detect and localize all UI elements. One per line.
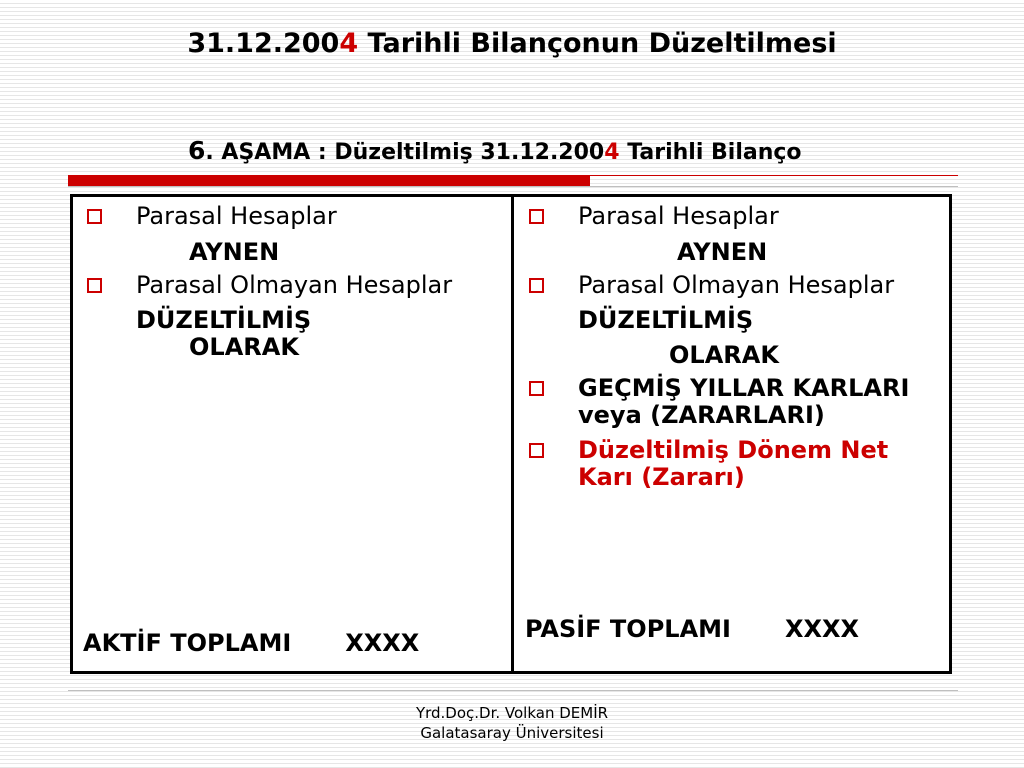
item-label: Parasal Hesaplar [136, 202, 337, 230]
item-sub-label: OLARAK [189, 333, 299, 361]
item-sub-label: AYNEN [677, 238, 768, 266]
list-item-sub [83, 307, 501, 334]
item-label: Parasal Hesaplar [578, 202, 779, 230]
slide-footer [0, 703, 1024, 743]
list-item [525, 272, 945, 299]
assets-column [83, 201, 501, 361]
title-suffix: Tarihli Bilançonun Düzeltilmesi [358, 28, 837, 59]
assets-total-value: XXXX [345, 629, 420, 657]
balance-sheet-table [70, 194, 952, 674]
square-bullet-icon [529, 381, 544, 396]
list-item-sub [83, 239, 501, 266]
assets-total-label: AKTİF TOPLAMI [83, 629, 292, 657]
footer-institution: Galatasaray Üniversitesi [420, 724, 604, 742]
subtitle-highlight: 4 [604, 140, 620, 165]
list-item [525, 375, 945, 429]
list-item [525, 437, 945, 491]
square-bullet-icon [529, 278, 544, 293]
item-sub-label: AYNEN [189, 238, 280, 266]
square-bullet-icon [87, 209, 102, 224]
title-prefix: 31.12.200 [187, 28, 340, 59]
subtitle-text-1: . AŞAMA : Düzeltilmiş 31.12.200 [205, 140, 605, 165]
liabilities-total-value: XXXX [784, 615, 859, 643]
liabilities-total [525, 615, 859, 643]
list-item [83, 272, 501, 299]
subtitle-text-2: Tarihli Bilanço [619, 140, 802, 165]
item-sub-label: DÜZELTİLMİŞ [578, 306, 754, 334]
square-bullet-icon [529, 209, 544, 224]
footer-author: Yrd.Doç.Dr. Volkan DEMİR [415, 704, 609, 722]
item-label: Parasal Olmayan Hesaplar [578, 271, 895, 299]
slide-subtitle [188, 136, 802, 165]
liabilities-total-label: PASİF TOPLAMI [525, 615, 731, 643]
item-label: Parasal Olmayan Hesaplar [136, 271, 453, 299]
red-thin-line [590, 175, 958, 176]
list-item-sub [83, 334, 501, 361]
square-bullet-icon [529, 443, 544, 458]
item-label: Düzeltilmiş Dönem Net Karı (Zararı) [578, 436, 889, 491]
assets-total [83, 629, 419, 657]
list-item-sub [525, 239, 945, 266]
slide-title [0, 28, 1024, 59]
liabilities-column [525, 201, 945, 491]
list-item-sub [525, 307, 945, 334]
column-divider [511, 197, 514, 671]
gray-divider-line [68, 186, 958, 187]
list-item [525, 203, 945, 230]
subtitle-number: 6 [188, 136, 206, 165]
square-bullet-icon [87, 278, 102, 293]
item-sub-label: DÜZELTİLMİŞ [136, 306, 312, 334]
list-item [83, 203, 501, 230]
title-highlight: 4 [339, 28, 359, 59]
footer-divider-line [68, 690, 958, 691]
list-item-sub [525, 342, 945, 369]
item-label: GEÇMİŞ YILLAR KARLARI veya (ZARARLARI) [578, 374, 910, 429]
item-sub-label: OLARAK [669, 341, 779, 369]
